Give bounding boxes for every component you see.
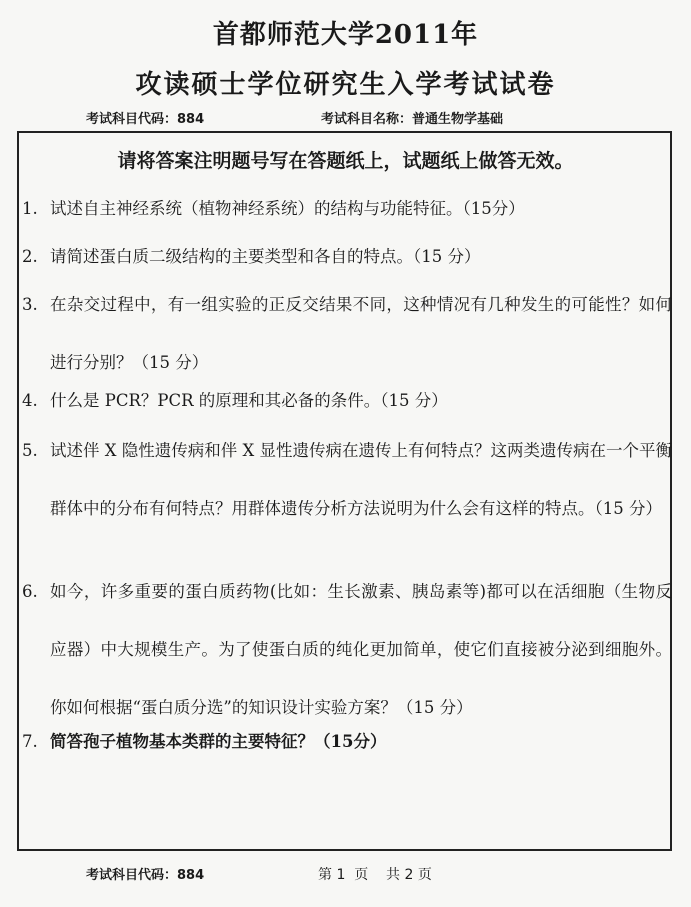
question-text: 在杂交过程中，有一组实验的正反交结果不同，这种情况有几种发生的可能性？如何进行分别？（15 分）: [50, 295, 672, 372]
question-text: 什么是 PCR？PCR 的原理和其必备的条件。（15 分）: [50, 391, 448, 410]
exam-title-line2: 攻读硕士学位研究生入学考试试卷: [135, 70, 556, 100]
question-text: 试述伴 X 隐性遗传病和伴 X 显性遗传病在遗传上有何特点？这两类遗传病在一个平衡群体中的分布有何特点？用群体遗传分析方法说明为什么会有这样的特点。（15 分）: [50, 441, 672, 518]
question-text: 简答孢子植物基本类群的主要特征？（15分）: [50, 732, 387, 751]
question-number: 5.: [22, 441, 38, 460]
subject-code-label: 考试科目代码：884: [86, 112, 205, 127]
question-6: [22, 563, 672, 737]
exam-title-line1: 首都师范大学2011年: [212, 20, 479, 50]
question-5: [22, 422, 672, 538]
question-text: 请简述蛋白质二级结构的主要类型和各自的特点。（15 分）: [50, 247, 481, 266]
subject-name-label: 考试科目名称：普通生物学基础: [321, 112, 504, 127]
answer-instruction: 请将答案注明题号写在答题纸上，试题纸上做答无效。: [117, 150, 574, 172]
question-text: 如今，许多重要的蛋白质药物(比如：生长激素、胰岛素等)都可以在活细胞（生物反应器）中大规模生产。为了使蛋白质的纯化更加简单，使它们直接被分泌到细胞外。你如何根据“蛋白质分选”的知识设计实验方案？（15 分）: [50, 582, 672, 717]
question-number: 3.: [22, 295, 38, 314]
footer-subject-code: 考试科目代码：884: [86, 868, 205, 883]
question-number: 4.: [22, 391, 38, 410]
question-number: 6.: [22, 582, 38, 601]
footer-page-info: 第 1 页 共 2 页: [318, 867, 432, 883]
question-number: 7.: [22, 732, 38, 751]
question-number: 2.: [22, 247, 38, 266]
question-7: [22, 713, 672, 771]
question-text: 试述自主神经系统（植物神经系统）的结构与功能特征。（15分）: [50, 199, 525, 218]
question-number: 1.: [22, 199, 38, 218]
